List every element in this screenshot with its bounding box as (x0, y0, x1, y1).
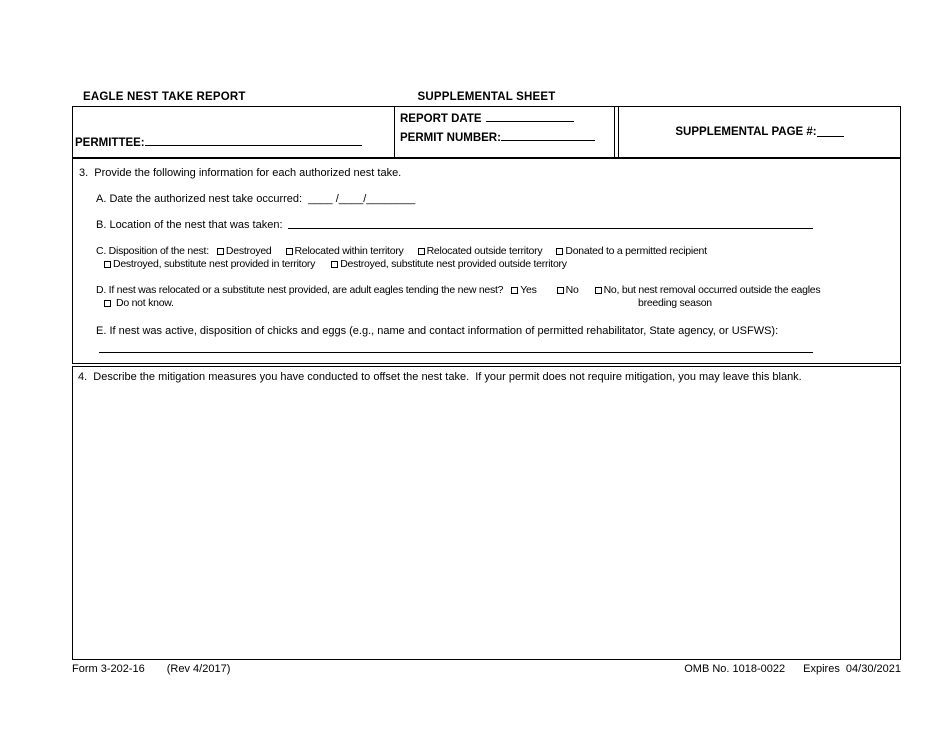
checkbox-donated-to-recipient[interactable] (556, 248, 563, 255)
form-footer (72, 663, 901, 675)
permittee-cell (73, 107, 395, 157)
option-relocated-outside-label: Relocated outside territory (426, 245, 543, 257)
item-c-row2 (104, 258, 900, 270)
eagle-nest-take-report-form (72, 91, 901, 675)
permittee-field[interactable] (145, 136, 362, 146)
permit-number-label: PERMIT NUMBER: (400, 132, 501, 144)
form-title-row (72, 91, 901, 106)
section-3-box (72, 158, 901, 364)
checkbox-destroyed-substitute-outside-territory[interactable] (331, 261, 338, 268)
form-number: Form 3-202-16 (72, 663, 145, 675)
item-b-location-field[interactable] (288, 219, 813, 229)
item-d-row2 (104, 297, 900, 310)
report-date-field[interactable] (486, 112, 574, 122)
supplemental-page-field[interactable] (817, 127, 844, 137)
checkbox-destroyed[interactable] (217, 248, 224, 255)
item-a-label: A. Date the authorized nest take occurred: (96, 193, 309, 205)
option-no-removal-label-line2: breeding season (638, 297, 712, 309)
expiration-date: Expires 04/30/2021 (803, 663, 901, 675)
section-3-heading: 3. Provide the following information for each authorized nest take. (79, 167, 402, 179)
section-4-box[interactable] (72, 366, 901, 660)
item-b-label: B. Location of the nest that was taken: (96, 219, 283, 231)
option-relocated-within-label: Relocated within territory (294, 245, 404, 257)
report-date-permit-cell (395, 107, 615, 157)
item-c-row (96, 245, 900, 257)
option-do-not-know-label: Do not know. (116, 297, 174, 309)
option-yes-label: Yes (520, 284, 537, 296)
section-4-heading: 4. Describe the mitigation measures you have conducted to offset the nest take. If your permit does not require mitigation, you may leave this blank. (78, 371, 802, 383)
item-e-label: E. If nest was active, disposition of chicks and eggs (e.g., name and contact information of permitted rehabilitator, State agency, or USFWS): (96, 325, 779, 337)
supplemental-page-label: SUPPLEMENTAL PAGE #: (675, 126, 817, 138)
checkbox-relocated-outside-territory[interactable] (418, 248, 425, 255)
option-no-removal-label: No, but nest removal occurred outside the eagles (603, 284, 821, 296)
checkbox-no[interactable] (557, 287, 564, 294)
item-c-label: C. Disposition of the nest: (96, 245, 209, 257)
footer-right (684, 663, 901, 675)
permittee-label: PERMITTEE: (75, 137, 145, 149)
option-no-label: No (565, 284, 579, 296)
item-d-label: D. If nest was relocated or a substitute nest provided, are adult eagles tending the new nest? (96, 284, 504, 296)
option-substitute-in-territory-label: Destroyed, substitute nest provided in territory (113, 258, 316, 270)
item-b-row (96, 219, 813, 231)
item-d-row (96, 284, 900, 296)
option-substitute-outside-territory-label: Destroyed, substitute nest provided outside territory (340, 258, 567, 270)
report-date-label: REPORT DATE (400, 113, 482, 125)
checkbox-yes[interactable] (511, 287, 518, 294)
option-donated-label: Donated to a permitted recipient (565, 245, 707, 257)
form-title: EAGLE NEST TAKE REPORT (83, 91, 246, 103)
footer-left (72, 663, 230, 675)
supplemental-sheet-title: SUPPLEMENTAL SHEET (417, 91, 556, 103)
checkbox-relocated-within-territory[interactable] (286, 248, 293, 255)
item-a-date-field[interactable]: ____ /____/________ (308, 193, 416, 205)
item-a-row (96, 193, 900, 205)
checkbox-destroyed-substitute-in-territory[interactable] (104, 261, 111, 268)
omb-number: OMB No. 1018-0022 (684, 663, 786, 675)
form-header-box (72, 106, 901, 158)
permit-number-field[interactable] (501, 131, 595, 141)
item-e-answer-field[interactable] (99, 352, 813, 353)
item-e-row (96, 325, 900, 337)
supplemental-page-cell (618, 107, 900, 157)
form-revision: (Rev 4/2017) (166, 663, 231, 675)
option-destroyed-label: Destroyed (225, 245, 272, 257)
checkbox-no-removal-outside-season[interactable] (595, 287, 602, 294)
checkbox-do-not-know[interactable] (104, 300, 111, 307)
